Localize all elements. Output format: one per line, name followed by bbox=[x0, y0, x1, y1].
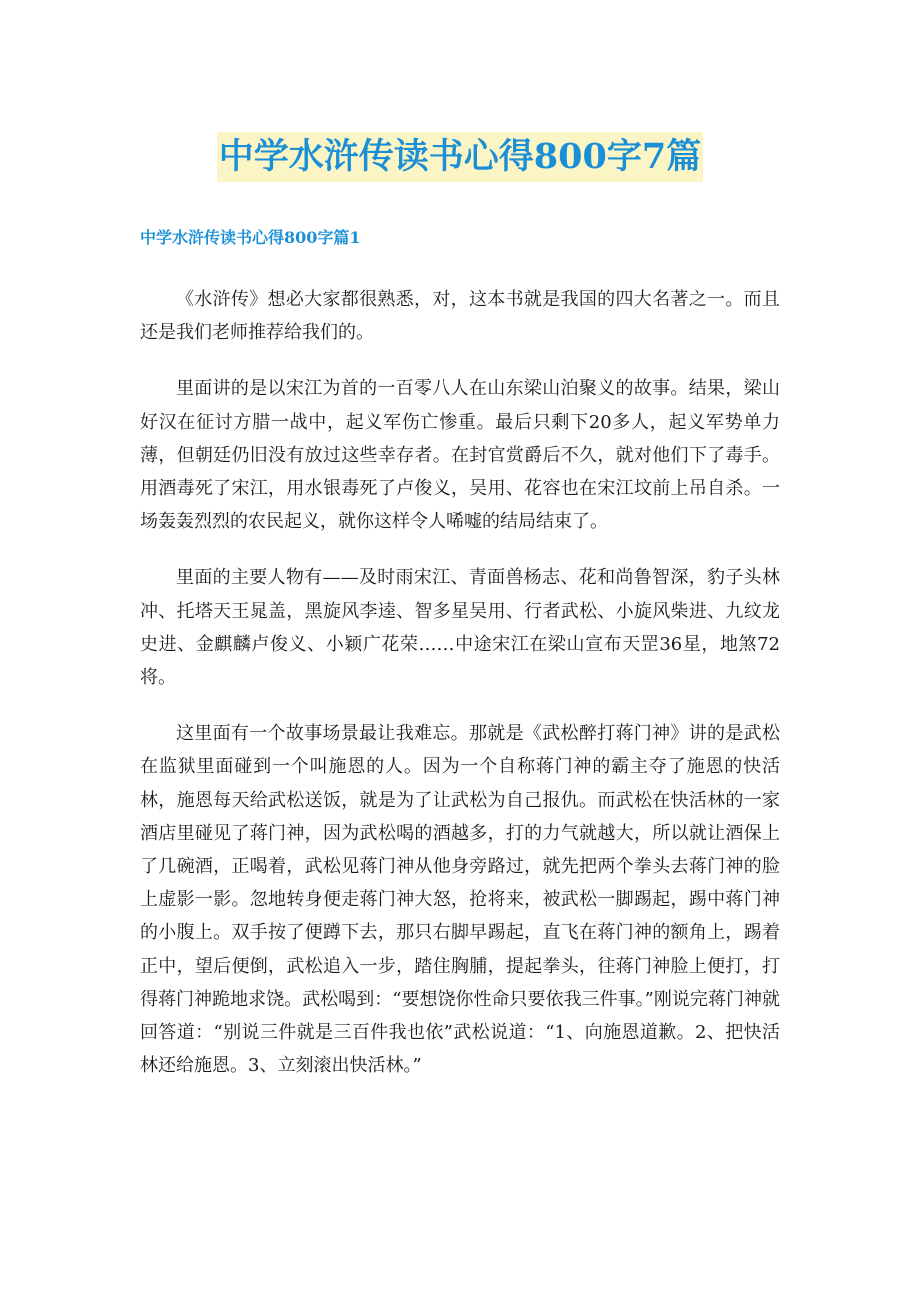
page-title: 中学水浒传读书心得800字7篇 bbox=[217, 132, 703, 182]
article-body bbox=[140, 283, 780, 1105]
paragraph-4: 这里面有一个故事场景最让我难忘。那就是《武松醉打蒋门神》讲的是武松在监狱里面碰到一个叫施恩的人。因为一个自称蒋门神的霸主夺了施恩的快活林，施恩每天给武松送饭，就是为了让武松为自己报仇。而武松在快活林的一家酒店里碰见了蒋门神，因为武松喝的酒越多，打的力气就越大，所以就让酒保上了几碗酒，正喝着，武松见蒋门神从他身旁路过，就先把两个拳头去蒋门神的脸上虚影一影。忽地转身便走蒋门神大怒，抢将来，被武松一脚踢起，踢中蒋门神的小腹上。双手按了便蹲下去，那只右脚早踢起，直飞在蒋门神的额角上，踢着正中，望后便倒，武松追入一步，踏住胸脯，提起拳头，往蒋门神脸上便打，打得蒋门神跪地求饶。武松喝到：“要想饶你性命只要依我三件事。”刚说完蒋门神就回答道：“别说三件就是三百件我也依”武松说道：“1、向施恩道歉。2、把快活林还给施恩。3、立刻滚出快活林。” bbox=[140, 723, 780, 1077]
section-heading: 中学水浒传读书心得800字篇1 bbox=[140, 228, 361, 247]
title-container bbox=[0, 132, 920, 182]
paragraph-1: 《水浒传》想必大家都很熟悉，对，这本书就是我国的四大名著之一。而且还是我们老师推荐给我们的。 bbox=[140, 289, 780, 344]
paragraph-2: 里面讲的是以宋江为首的一百零八人在山东梁山泊聚义的故事。结果，梁山好汉在征讨方腊一战中，起义军伤亡惨重。最后只剩下20多人，起义军势单力薄，但朝廷仍旧没有放过这些幸存者。在封官赏爵后不久，就对他们下了毒手。用酒毒死了宋江，用水银毒死了卢俊义，吴用、花容也在宋江坟前上吊自杀。一场轰轰烈烈的农民起义，就你这样令人唏嘘的结局结束了。 bbox=[140, 378, 780, 533]
paragraph-3: 里面的主要人物有——及时雨宋江、青面兽杨志、花和尚鲁智深，豹子头林冲、托塔天王晁盖，黑旋风李逵、智多星吴用、行者武松、小旋风柴进、九纹龙史进、金麒麟卢俊义、小颖广花荣……中途宋江在梁山宣布天罡36星，地煞72将。 bbox=[140, 567, 780, 689]
